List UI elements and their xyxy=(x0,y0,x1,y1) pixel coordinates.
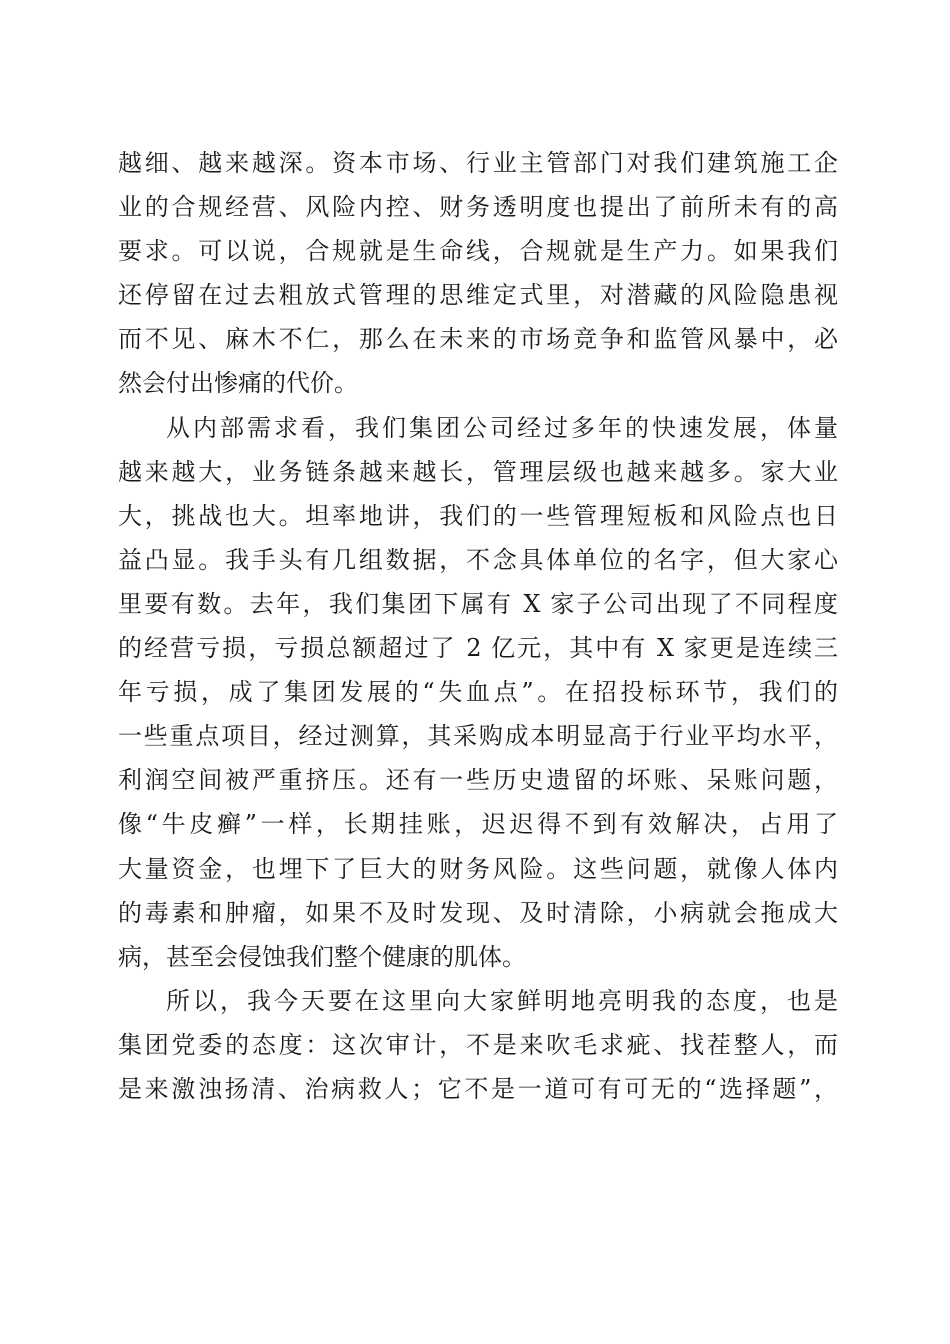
paragraph-2-line-12: 的毒素和肿瘤，如果不及时发现、及时清除，小病就会拖成大 xyxy=(118,898,838,927)
paragraph-1-line-6: 然会付出惨痛的代价。 xyxy=(118,369,358,398)
paragraph-2-line-6: 的经营亏损，亏损总额超过了 2 亿元，其中有 X 家更是连续三 xyxy=(118,634,838,663)
paragraph-3-line-1: 所以，我今天要在这里向大家鲜明地亮明我的态度，也是 xyxy=(166,986,838,1015)
paragraph-2-line-7: 年亏损，成了集团发展的“失血点”。在招投标环节，我们的 xyxy=(118,678,838,707)
body-text xyxy=(118,141,838,1111)
paragraph-2-line-2: 越来越大，业务链条越来越长，管理层级也越来越多。家大业 xyxy=(118,457,838,486)
paragraph-1-line-1: 越细、越来越深。资本市场、行业主管部门对我们建筑施工企 xyxy=(118,149,838,177)
paragraph-2-line-4: 益凸显。我手头有几组数据，不念具体单位的名字，但大家心 xyxy=(118,545,838,574)
paragraph-2-line-10: 像“牛皮癣”一样，长期挂账，迟迟得不到有效解决，占用了 xyxy=(118,810,838,839)
paragraph-1-line-5: 而不见、麻木不仁，那么在未来的市场竞争和监管风暴中，必 xyxy=(118,325,838,354)
paragraph-2-line-5: 里要有数。去年，我们集团下属有 X 家子公司出现了不同程度 xyxy=(118,589,838,618)
paragraph-2-line-3: 大，挑战也大。坦率地讲，我们的一些管理短板和风险点也日 xyxy=(118,501,838,530)
paragraph-2-line-11: 大量资金，也埋下了巨大的财务风险。这些问题，就像人体内 xyxy=(118,854,838,883)
paragraph-2-line-13: 病，甚至会侵蚀我们整个健康的肌体。 xyxy=(118,942,526,971)
paragraph-2-line-1: 从内部需求看，我们集团公司经过多年的快速发展，体量 xyxy=(166,413,838,442)
paragraph-1-line-4: 还停留在过去粗放式管理的思维定式里，对潜藏的风险隐患视 xyxy=(118,281,838,310)
paragraph-3-line-3: 是来激浊扬清、治病救人；它不是一道可有可无的“选择题”， xyxy=(118,1074,838,1103)
paragraph-3-line-2: 集团党委的态度：这次审计，不是来吹毛求疵、找茬整人，而 xyxy=(118,1030,838,1059)
paragraph-1-line-3: 要求。可以说，合规就是生命线，合规就是生产力。如果我们 xyxy=(118,237,838,266)
paragraph-2-line-8: 一些重点项目，经过测算，其采购成本明显高于行业平均水平， xyxy=(118,722,838,751)
paragraph-1-line-2: 业的合规经营、风险内控、财务透明度也提出了前所未有的高 xyxy=(118,193,838,222)
paragraph-2-line-9: 利润空间被严重挤压。还有一些历史遗留的坏账、呆账问题， xyxy=(118,766,838,795)
